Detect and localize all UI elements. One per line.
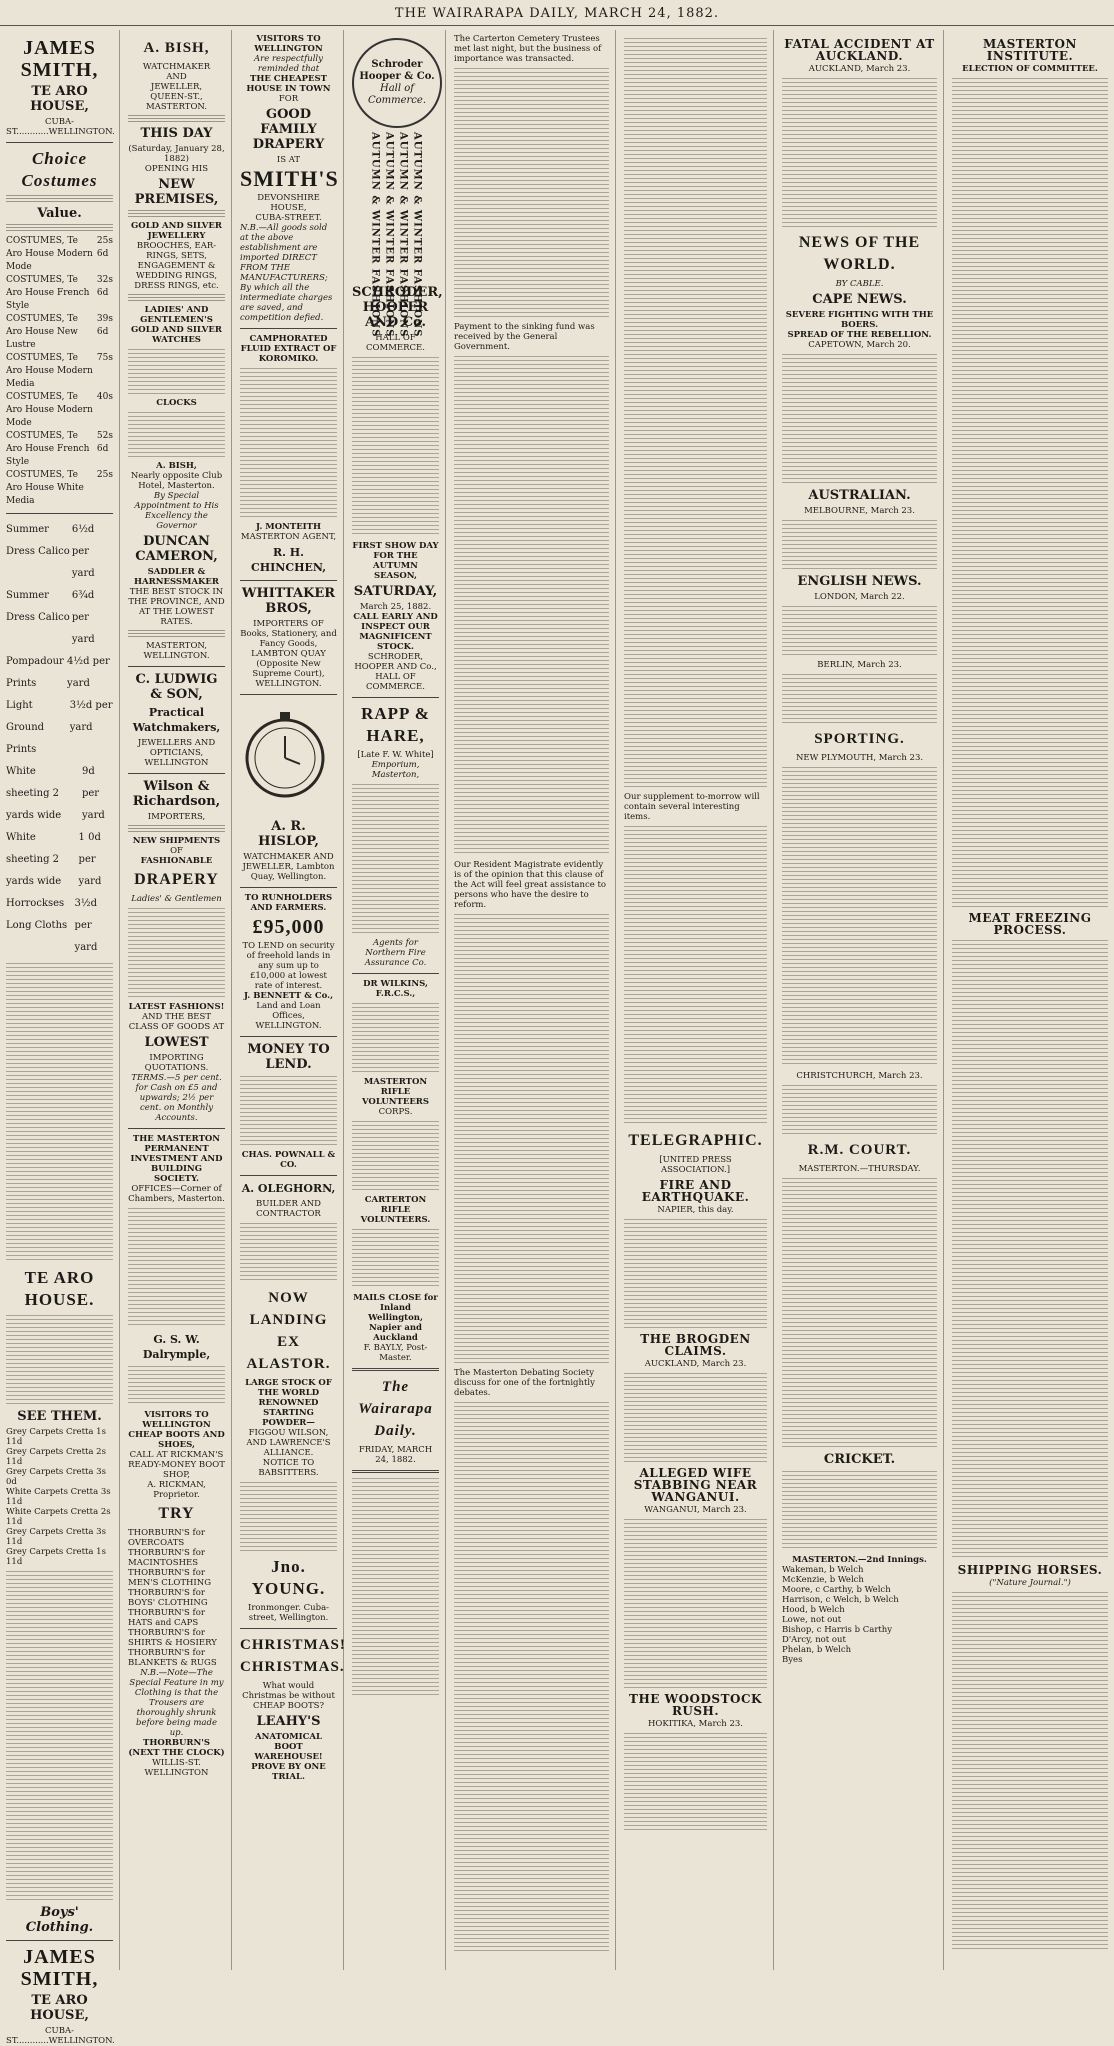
institute: MASTERTON INSTITUTE.: [983, 37, 1077, 63]
quotations: IMPORTING QUOTATIONS.: [144, 1053, 209, 1073]
thorburn-line: THORBURN'S for OVERCOATS: [128, 1528, 205, 1548]
prove: PROVE BY ONE TRIAL.: [251, 1762, 326, 1782]
price-row: White sheeting 2 yards wide 9d per yard: [6, 766, 105, 821]
rm-court: R.M. COURT.: [807, 1142, 912, 1158]
fatal-accident: FATAL ACCIDENT AT AUCKLAND.: [784, 37, 935, 63]
thorburn-line: THORBURN'S for BOYS' CLOTHING: [128, 1588, 208, 1608]
address: QUEEN-ST., MASTERTON.: [145, 92, 208, 112]
anatomical: ANATOMICAL BOOT WAREHOUSE!: [254, 1732, 323, 1762]
price-row: Summer Dress Calico 6¾d per yard: [6, 590, 95, 645]
carpet-line: Grey Carpets Cretta 1s 11d: [6, 1547, 106, 1567]
score-line: Wakeman, b Welch: [782, 1565, 864, 1575]
bennett: J. BENNETT & Co.,: [243, 991, 334, 1001]
carpet-line: Grey Carpets Cretta 1s 11d: [6, 1427, 106, 1447]
severe-fighting: SEVERE FIGHTING WITH THE BOERS.: [785, 310, 934, 330]
montieth: J. MONTEITH: [256, 522, 321, 532]
pownall: CHAS. POWNALL & CO.: [241, 1150, 336, 1170]
wairarapa-daily-masthead: The Wairarapa Daily.: [358, 1379, 433, 1439]
price-row: COSTUMES, Te Aro House Modern Mode 25s 6d: [6, 236, 113, 272]
ironmonger: Ironmonger. Cuba-street, Wellington.: [247, 1603, 330, 1623]
price-row: Horrockses Long Cloths 3½d per yard: [6, 898, 98, 953]
column-2: [122, 30, 232, 1970]
sporting: SPORTING.: [814, 731, 905, 747]
bish-sign: A. BISH,: [156, 461, 197, 471]
latest-fashions: LATEST FASHIONS!: [128, 1002, 225, 1012]
watches: LADIES' AND GENTLEMEN'S GOLD AND SILVER WATCHES: [131, 305, 222, 345]
gents: Ladies' & Gentlemen: [131, 894, 222, 904]
clocks: CLOCKS: [156, 398, 197, 408]
thorburn-address: WILLIS-ST. WELLINGTON: [144, 1758, 209, 1778]
cuba: CUBA-STREET.: [255, 213, 322, 223]
young: Jno. YOUNG.: [251, 1557, 326, 1598]
appointment: By Special Appointment to His Excellency the Governor: [134, 491, 219, 531]
devonshire: DEVONSHIRE HOUSE,: [257, 193, 320, 213]
meat-freezing: MEAT FREEZING PROCESS.: [968, 911, 1092, 937]
carpet-line: Grey Carpets Cretta 3s 0d: [6, 1467, 106, 1487]
price-row: White sheeting 2 yards wide 1 0d per yard: [6, 832, 102, 887]
thorburn-line: THORBURN'S for MEN'S CLOTHING: [128, 1568, 211, 1588]
election: ELECTION OF COMMITTEE.: [962, 64, 1098, 74]
price-row: Light Ground Prints 3½d per yard: [6, 700, 113, 755]
rapp-hare: RAPP & HARE,: [361, 704, 430, 745]
divider: [6, 142, 113, 143]
dateline: CHRISTCHURCH, March 23.: [796, 1071, 923, 1081]
score-line: Harrison, c Welch, b Welch: [782, 1595, 899, 1605]
wilson-heading: Wilson & Richardson,: [132, 779, 221, 809]
importers: IMPORTERS,: [147, 812, 206, 822]
court-date: MASTERTON.—THURSDAY.: [798, 1164, 921, 1174]
rickman-shop: CALL AT RICKMAN'S READY-MONEY BOOT SHOP,: [128, 1450, 225, 1480]
alleged-stabbing: ALLEGED WIFE STABBING NEAR WANGANUI.: [633, 1466, 758, 1504]
costumes-title: Choice Costumes: [21, 149, 98, 190]
see-them: SEE THEM.: [17, 1409, 102, 1424]
saturday: SATURDAY,: [353, 584, 438, 599]
australian: AUSTRALIAN.: [808, 488, 911, 503]
dalrymple: G. S. W. Dalrymple,: [142, 1333, 211, 1361]
now-landing: NOW LANDING EX ALASTOR.: [246, 1290, 331, 1372]
best-class: AND THE BEST CLASS OF GOODS AT: [128, 1012, 225, 1032]
call-early: CALL EARLY AND INSPECT OUR MAGNIFICENT STOCK.: [353, 612, 438, 652]
alliance: FIGGOU WILSON, AND LAWRENCE'S ALLIANCE.: [246, 1428, 331, 1458]
paper-date: FRIDAY, MARCH 24, 1882.: [358, 1445, 433, 1465]
text-lines: [6, 195, 113, 203]
text-block: [6, 1315, 113, 1405]
price-row: COSTUMES, Te Aro House Modern Mode 40s: [6, 392, 113, 428]
te-aro-house: TE ARO HOUSE,: [30, 84, 89, 114]
carterton-rifles: CARTERTON RIFLE VOLUNTEERS.: [360, 1195, 431, 1225]
brogden-claims: THE BROGDEN CLAIMS.: [640, 1332, 751, 1358]
christmas: CHRISTMAS! CHRISTMAS.: [240, 1637, 346, 1675]
hislop-sub: WATCHMAKER AND JEWELLER, Lambton Quay, Wellington.: [242, 852, 335, 882]
article: The Carterton Cemetery Trustees met last night, but the business of importance was transacted.: [454, 34, 602, 64]
price-row: COSTUMES, Te Aro House White Media 25s: [6, 470, 113, 506]
oleghorn: A. OLEGHORN,: [241, 1182, 336, 1195]
bennett-sub: Land and Loan Offices, WELLINGTON.: [255, 1001, 322, 1031]
first-show: FIRST SHOW DAY FOR THE AUTUMN SEASON,: [352, 541, 439, 581]
column-7: [776, 30, 944, 1970]
cuba-street-footer: CUBA-ST............WELLINGTON.: [6, 2026, 115, 2046]
score-line: Byes: [782, 1655, 803, 1665]
score-line: Lowe, not out: [782, 1615, 842, 1625]
price-row: COSTUMES, Te Aro House French Style 52s 6d: [6, 431, 113, 467]
thorburn-line: THORBURN'S for BLANKETS & RUGS: [128, 1648, 217, 1668]
dateline: WANGANUI, March 23.: [644, 1505, 747, 1515]
runholders: TO RUNHOLDERS AND FARMERS.: [244, 893, 333, 913]
masthead: [0, 0, 1114, 26]
score-line: D'Arcy, not out: [782, 1635, 846, 1645]
article: Our Resident Magistrate evidently is of the opinion that this clause of the Act will feel great assistance to persons who have the desire to reform.: [454, 860, 606, 910]
drapery: DRAPERY: [134, 871, 219, 888]
masterton-agent: MASTERTON AGENT,: [240, 532, 337, 542]
wilkins: DR WILKINS, F.R.C.S.,: [363, 979, 428, 999]
column-8: [946, 30, 1114, 1970]
agents: Agents for Northern Fire Assurance Co.: [364, 938, 427, 968]
offices: OFFICES—Corner of Chambers, Masterton.: [128, 1184, 225, 1204]
dateline: NEW PLYMOUTH, March 23.: [795, 753, 924, 763]
smiths: SMITH'S: [240, 166, 339, 191]
march: March 25, 1882.: [359, 602, 432, 612]
hislop: A. R. HISLOP,: [258, 819, 319, 849]
boys-clothing: Boys' Clothing.: [25, 1905, 94, 1935]
value-heading: Value.: [37, 206, 82, 221]
money-to-lend: MONEY TO LEND.: [247, 1042, 330, 1072]
score-line: McKenzie, b Welch: [782, 1575, 864, 1585]
notice: NOTICE TO BABSITTERS.: [258, 1458, 319, 1478]
visitors: VISITORS TO WELLINGTON: [254, 34, 323, 54]
james-smith-footer: JAMES SMITH,: [20, 1946, 99, 1990]
te-aro-house-2: TE ARO HOUSE.: [24, 1268, 95, 1309]
united-press: [UNITED PRESS ASSOCIATION.]: [659, 1155, 732, 1175]
thorburn-line: THORBURN'S for HATS and CAPS: [128, 1608, 205, 1628]
column-1: [0, 30, 120, 2046]
subheading: JEWELLER,: [150, 82, 203, 92]
mails: MAILS CLOSE for Inland Wellington, Napier and Auckland: [353, 1293, 438, 1343]
carpet-line: White Carpets Cretta 3s 11d: [6, 1487, 111, 1507]
column-3: [234, 30, 344, 1970]
cricket: CRICKET.: [823, 1452, 896, 1467]
text-lines: [6, 224, 113, 232]
carpet-line: Grey Carpets Cretta 3s 11d: [6, 1527, 106, 1547]
brooches: BROOCHES, EAR-RINGS, SETS,: [136, 241, 217, 261]
schroder-oval-logo: Schroder Hooper & Co. Hall of Commerce.: [352, 38, 442, 128]
hall: HALL OF COMMERCE.: [366, 333, 425, 353]
score-line: Phelan, b Welch: [782, 1645, 852, 1655]
corps: CORPS.: [378, 1107, 413, 1117]
cameron-address: MASTERTON, WELLINGTON.: [143, 641, 210, 661]
telegraphic-heading: TELEGRAPHIC.: [628, 1132, 763, 1149]
clock-illustration: [240, 706, 330, 806]
james-smith-heading: JAMES SMITH,: [20, 37, 99, 81]
cheapest: THE CHEAPEST HOUSE IN TOWN: [246, 74, 331, 94]
best-stock: THE BEST STOCK IN THE PROVINCE, AND AT THE LOWEST RATES.: [128, 587, 225, 627]
lowest: LOWEST: [144, 1035, 209, 1050]
builder: BUILDER AND CONTRACTOR: [256, 1199, 321, 1219]
news-of-world: NEWS OF THE WORLD.: [798, 234, 921, 273]
saddler: SADDLER & HARNESSMAKER: [134, 567, 219, 587]
practical-watchmakers: Practical Watchmakers,: [132, 706, 221, 734]
whittaker: WHITTAKER BROS,: [241, 586, 336, 616]
carpet-line: Grey Carpets Cretta 2s 11d: [6, 1447, 106, 1467]
dateline: MELBOURNE, March 23.: [804, 506, 915, 516]
innings: MASTERTON.—2nd Innings.: [792, 1555, 927, 1565]
is-at: IS AT: [276, 155, 301, 165]
dateline: NAPIER, this day.: [657, 1205, 734, 1215]
late: [Late F. W. White]: [357, 750, 434, 760]
fashionable: FASHIONABLE: [140, 856, 213, 866]
score-line: Bishop, c Harris b Carthy: [782, 1625, 893, 1635]
gold-jewellery: GOLD AND SILVER JEWELLERY: [131, 221, 222, 241]
this-day: THIS DAY: [140, 126, 213, 141]
thorburn-line: THORBURN'S for SHIRTS & HOSIERY: [128, 1628, 217, 1648]
te-aro-house-footer: TE ARO HOUSE,: [30, 1993, 89, 2023]
rifles: MASTERTON RIFLE VOLUNTEERS: [361, 1077, 430, 1107]
dateline: BERLIN, March 23.: [817, 660, 902, 670]
thorburn-note: N.B.—Note—The Special Feature in my Clothing is that the Trousers are thoroughly shrunk before being made up.: [129, 1668, 224, 1738]
article: Payment to the sinking fund was received by the General Government.: [454, 322, 595, 352]
powder: LARGE STOCK OF THE WORLD RENOWNED STARTING POWDER—: [245, 1378, 332, 1428]
what-would: What would Christmas be without CHEAP BOOTS?: [242, 1681, 335, 1711]
new-premises: NEW PREMISES,: [134, 177, 219, 207]
date: (Saturday, January 28, 1882): [128, 144, 225, 164]
text-block: [6, 1571, 113, 1901]
shipping-horses: SHIPPING HORSES.: [957, 1563, 1103, 1577]
opening: OPENING HIS: [144, 164, 209, 174]
price-row: COSTUMES, Te Aro House French Style 32s 6d: [6, 275, 113, 311]
of: OF: [170, 846, 183, 856]
price-row: Summer Dress Calico 6½d per yard: [6, 524, 95, 579]
price-row: Pompadour Prints 4½d per yard: [6, 656, 110, 689]
nb-note: N.B.—All goods sold at the above establishment are imported DIRECT FROM THE MANUFACTURERS; By which all the intermediate charges are saved, and competition defied.: [240, 223, 333, 323]
ludwig-heading: C. LUDWIG & SON,: [135, 672, 218, 702]
try: TRY: [158, 1505, 195, 1522]
whittaker-address: LAMBTON QUAY (Opposite New Supreme Court), WELLINGTON.: [251, 649, 326, 689]
leahy: LEAHY'S: [256, 1714, 321, 1729]
vertical-fashions: AUTUMN & WINTER FASHIONS AUTUMN & WINTER FASHIONS AUTUMN & WINTER FASHIONS AUTUMN & WINTER FASHIONS: [369, 132, 423, 338]
column-4: [346, 30, 446, 1970]
wellington: WELLINGTON: [144, 758, 209, 768]
jewellers: JEWELLERS AND OPTICIANS,: [137, 738, 216, 758]
cape-news: CAPE NEWS.: [812, 292, 907, 307]
subheading: WATCHMAKER: [142, 62, 211, 72]
english-news: ENGLISH NEWS.: [797, 574, 922, 589]
price-row: COSTUMES, Te Aro House Modern Media 75s: [6, 353, 113, 389]
rickman-proprietor: A. RICKMAN, Proprietor.: [147, 1480, 206, 1500]
article: The Masterton Debating Society discuss for one of the fortnightly debates.: [454, 1368, 595, 1398]
cameron-heading: DUNCAN CAMERON,: [135, 534, 218, 564]
investment-society: THE MASTERTON PERMANENT INVESTMENT AND BUILDING SOCIETY.: [130, 1134, 223, 1184]
for: FOR: [278, 94, 299, 104]
bish-heading: A. BISH,: [143, 40, 210, 56]
nature-journal: ("Nature Journal."): [989, 1578, 1071, 1588]
spread-rebellion: SPREAD OF THE REBELLION.: [787, 330, 932, 340]
rings: ENGAGEMENT & WEDDING RINGS, DRESS RINGS, etc.: [134, 261, 219, 291]
woodstock-rush: THE WOODSTOCK RUSH.: [629, 1692, 762, 1718]
camphor: CAMPHORATED FLUID EXTRACT OF KOROMIKO.: [240, 334, 337, 364]
text-block: [6, 963, 113, 1263]
score-line: Hood, b Welch: [782, 1605, 845, 1615]
terms: TERMS.—5 per cent. for Cash on £5 and upwards; 2½ per cent. on Monthly Accounts.: [131, 1073, 222, 1123]
cuba-street: CUBA-ST............WELLINGTON.: [6, 117, 115, 137]
hall-2: HALL OF COMMERCE.: [366, 672, 425, 692]
postmaster: F. BAYLY, Post-Master.: [363, 1343, 428, 1363]
by-cable: BY CABLE.: [835, 279, 884, 289]
thorburn-line: THORBURN'S for MACINTOSHES: [128, 1548, 205, 1568]
shipments: NEW SHIPMENTS: [132, 836, 221, 846]
article: Our supplement to-morrow will contain several interesting items.: [624, 792, 760, 822]
dateline: HOKITIKA, March 23.: [648, 1719, 743, 1729]
lend-text: TO LEND on security of freehold lands in any sum up to £10,000 at lowest rate of interest.: [242, 941, 335, 991]
dateline: AUCKLAND, March 23.: [644, 1359, 747, 1369]
good-family-drapery: GOOD FAMILY DRAPERY: [252, 107, 325, 152]
dateline: LONDON, March 22.: [814, 592, 905, 602]
masthead-title: THE WAIRARAPA DAILY, MARCH 24, 1882.: [394, 6, 720, 21]
chinchen: R. H. CHINCHEN,: [250, 546, 327, 574]
schroder: SCHRODER, HOOPER AND Co.: [352, 285, 443, 330]
cheap-boots: VISITORS TO WELLINGTON CHEAP BOOTS AND SHOES,: [128, 1410, 225, 1450]
score-line: Moore, c Carthy, b Welch: [782, 1585, 891, 1595]
column-5: [448, 30, 616, 1970]
reminded: Are respectfully reminded that: [254, 54, 323, 74]
whittaker-sub: IMPORTERS OF Books, Stationery, and Fancy Goods,: [240, 619, 337, 649]
price-row: COSTUMES, Te Aro House New Lustre 39s 6d: [6, 314, 113, 350]
column-6: [618, 30, 774, 1970]
dateline: CAPETOWN, March 20.: [808, 340, 911, 350]
carpet-line: White Carpets Cretta 2s 11d: [6, 1507, 111, 1527]
amount: £95,000: [252, 916, 325, 938]
dateline: AUCKLAND, March 23.: [808, 64, 911, 74]
fire-earthquake: FIRE AND EARTHQUAKE.: [641, 1178, 750, 1204]
bish-address: Nearly opposite Club Hotel, Masterton.: [130, 471, 223, 491]
thorburn-footer: THORBURN'S (NEXT THE CLOCK): [128, 1738, 225, 1758]
schroder-2: SCHRODER, HOOPER AND Co.,: [354, 652, 437, 672]
subheading: AND: [166, 72, 187, 82]
emporium: Emporium, Masterton,: [371, 760, 420, 780]
